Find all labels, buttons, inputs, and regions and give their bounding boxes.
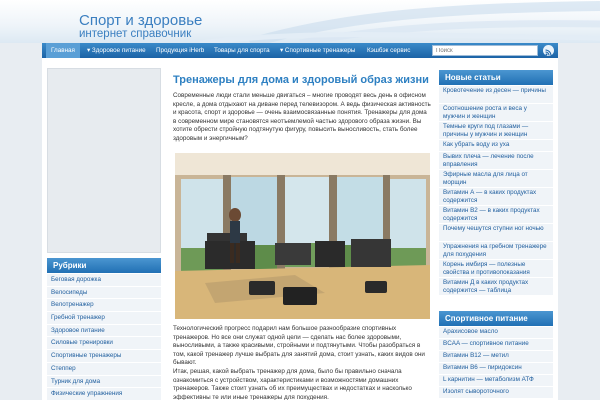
nav-item-sport-goods[interactable]: Товары для спорта (214, 47, 270, 54)
rubric-item[interactable]: Беговая дорожка (47, 274, 161, 287)
rubric-item[interactable]: Велосипеды (47, 287, 161, 300)
rubric-item[interactable]: Турник для дома (47, 376, 161, 389)
site-tagline: интернет справочник (79, 28, 192, 40)
rubric-item[interactable]: Спортивные тренажеры (47, 350, 161, 363)
rubrics-title: Рубрики (47, 258, 161, 273)
new-articles-title: Новые статьи (439, 70, 553, 85)
article-paragraph-3: Итак, решая, какой выбрать тренажер для дома, было бы правильно сначала ознакомиться с устройством, характеристиками и возможностями домашних тренажеров. Также стоит узнать об их преимуществах и недостатках и насколько эффективны те или иные тренажеры для похудения. (173, 368, 412, 400)
ad-placeholder (47, 68, 161, 253)
rubric-item[interactable]: Здоровое питание (47, 325, 161, 338)
sport-nutrition-item[interactable]: Витамин В6 — пиридоксин (439, 363, 553, 375)
rubric-item[interactable]: Степпер (47, 363, 161, 376)
main-navigation (42, 43, 558, 58)
site-title[interactable]: Спорт и здоровье (79, 12, 203, 29)
new-article-item[interactable]: Кровотечение из десен — причины (439, 86, 553, 104)
rubrics-list (47, 274, 161, 400)
new-article-item[interactable]: Витамин Д в каких продуктах содержится — таблица (439, 278, 553, 296)
nav-item-trainers[interactable]: ▾ Спортивные тренажеры (280, 47, 356, 54)
article-title[interactable]: Тренажеры для дома и здоровый образ жизни (173, 74, 429, 86)
new-article-item[interactable]: Корень имбиря — полезные свойства и противопоказания (439, 260, 553, 278)
rubric-item[interactable]: Физические упражнения (47, 388, 161, 400)
rubric-item[interactable]: Гребной тренажер (47, 312, 161, 325)
new-article-item[interactable]: Эфирные масла для лица от морщин (439, 170, 553, 188)
rubric-item[interactable]: Велотренажер (47, 299, 161, 312)
article-intro: Современные люди стали меньше двигаться – многие проводят весь день в офисном кресле, а дома отдыхают на диване перед телевизором. А ведь физическая активность и красота, спорт и здоровье — очень взаимосвязанные понятия. Тренажеры для дома в современном мире становятся неотъемлемой частью здорового образа жизни. Вы хотите обрести стройную подтянутую фигуру, повысить выносливость, стать более здоровым и энергичным? (173, 92, 431, 142)
new-article-item[interactable]: Упражнения на гребном тренажере для похудения (439, 242, 553, 260)
sport-nutrition-title: Спортивное питание (439, 311, 553, 326)
nav-item-healthy-food[interactable]: ▾ Здоровое питание (87, 47, 146, 54)
new-article-item[interactable]: Витамин А — в каких продуктах содержится (439, 188, 553, 206)
new-articles-list (439, 86, 553, 296)
sport-nutrition-item[interactable]: L карнитин — метаболизм АТФ (439, 375, 553, 387)
new-article-item[interactable]: Соотношение роста и веса у мужчин и женщин (439, 104, 553, 122)
sport-nutrition-item[interactable]: Витамин В12 — метил (439, 351, 553, 363)
rss-icon[interactable] (543, 45, 554, 56)
nav-item-home[interactable]: Главная (46, 43, 80, 58)
sport-nutrition-list (439, 327, 553, 399)
rubric-item[interactable]: Силовые тренировки (47, 337, 161, 350)
new-article-item[interactable]: Темные круги под глазами — причины у мужчин и женщин (439, 122, 553, 140)
new-article-item[interactable]: Витамин В2 — в каких продуктах содержится (439, 206, 553, 224)
site-header (0, 0, 600, 43)
nav-item-cashback[interactable]: Кэшбэк сервис (367, 47, 411, 54)
new-article-item[interactable]: Почему чешутся ступни ног ночью (439, 224, 553, 242)
sport-nutrition-item[interactable]: BCAA — спортивное питание (439, 339, 553, 351)
new-article-item[interactable]: Как убрать воду из уха (439, 140, 553, 152)
nav-item-iherb[interactable]: Продукция iHerb (156, 47, 205, 54)
article-paragraph-2: Технологический прогресс подарил нам большое разнообразие спортивных тренажеров. Но все они служат одной цели — сделать нас более здоровыми, выносливыми, а также красивыми, стройными и подтянутыми. Чтобы разобраться в том, какой тренажер лучше выбрать для занятий дома, стоит узнать, каких видов они бывают. (173, 325, 425, 367)
gym-photo (175, 153, 430, 319)
new-article-item[interactable]: Вывих плеча — лечение после вправления (439, 152, 553, 170)
sport-nutrition-item[interactable]: Изолят сывороточного (439, 387, 553, 399)
search-input[interactable] (432, 45, 538, 56)
sport-nutrition-item[interactable]: Арахисовое масло (439, 327, 553, 339)
